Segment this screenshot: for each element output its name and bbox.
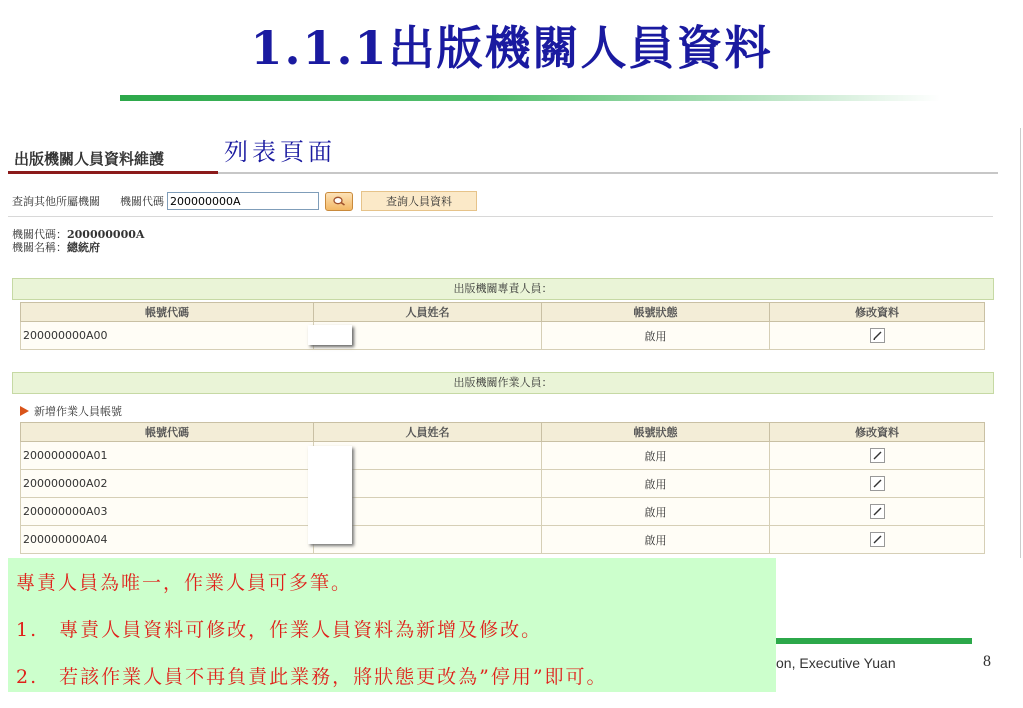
edit-cell [770, 526, 985, 554]
slide-title: 1.1.1出版機關人員資料 [250, 21, 773, 75]
status-cell: 啟用 [542, 470, 770, 498]
operator-staff-table [20, 422, 985, 554]
add-operator-label: 新增作業人員帳號 [34, 405, 122, 418]
column-header: 帳號狀態 [542, 423, 770, 442]
status-cell: 啟用 [542, 498, 770, 526]
slide-subtitle: 列表頁面 [224, 138, 336, 166]
info-code-label: 機關代碼： [12, 228, 67, 241]
table-row [21, 526, 985, 554]
table-row [21, 498, 985, 526]
status-cell: 啟用 [542, 526, 770, 554]
page-number: 8 [983, 653, 991, 670]
edit-cell [770, 442, 985, 470]
note-box [8, 558, 776, 692]
account-cell: 200000000A04 [21, 526, 314, 554]
column-header: 帳號代碼 [21, 423, 314, 442]
section-operator-title: 出版機關作業人員： [12, 372, 994, 394]
column-header: 人員姓名 [314, 303, 542, 322]
query-divider [8, 216, 993, 217]
account-cell: 200000000A01 [21, 442, 314, 470]
title-underline [120, 95, 940, 101]
account-cell: 200000000A00 [21, 322, 314, 350]
table-row [21, 322, 985, 350]
agency-info [12, 228, 144, 254]
status-cell: 啟用 [542, 442, 770, 470]
search-button[interactable] [325, 192, 353, 211]
column-header: 修改資料 [770, 303, 985, 322]
edit-cell [770, 470, 985, 498]
table-header-row [21, 423, 985, 442]
search-icon [332, 196, 346, 206]
column-header: 修改資料 [770, 423, 985, 442]
edit-icon[interactable] [870, 448, 885, 463]
page-header: 出版機關人員資料維護 [14, 150, 165, 168]
account-cell: 200000000A03 [21, 498, 314, 526]
info-name-label: 機關名稱： [12, 241, 67, 254]
table-header-row [21, 303, 985, 322]
status-cell: 啟用 [542, 322, 770, 350]
edit-icon[interactable] [870, 328, 885, 343]
dedicated-staff-table [20, 302, 985, 350]
query-row [12, 191, 477, 211]
note-line: 2. 若該作業人員不再負責此業務，將狀態更改為”停用”即可。 [16, 666, 608, 688]
arrow-right-icon [20, 406, 29, 416]
edit-cell [770, 322, 985, 350]
redaction-box [308, 325, 352, 345]
table-row [21, 470, 985, 498]
header-accent [8, 171, 218, 174]
app-screenshot [8, 128, 1021, 558]
section-dedicated-title: 出版機關專責人員： [12, 278, 994, 300]
agency-code-label: 機關代碼 [120, 195, 164, 208]
footer-line [776, 638, 972, 644]
column-header: 帳號代碼 [21, 303, 314, 322]
edit-icon[interactable] [870, 476, 885, 491]
footer-text: on, Executive Yuan [776, 655, 896, 671]
note-line: 1. 專責人員資料可修改，作業人員資料為新增及修改。 [16, 619, 543, 641]
column-header: 人員姓名 [314, 423, 542, 442]
column-header: 帳號狀態 [542, 303, 770, 322]
edit-icon[interactable] [870, 504, 885, 519]
query-staff-button[interactable]: 查詢人員資料 [361, 191, 477, 211]
info-name-value: 總統府 [67, 241, 100, 254]
add-operator-link[interactable] [20, 403, 122, 419]
redaction-box [308, 446, 352, 544]
account-cell: 200000000A02 [21, 470, 314, 498]
edit-icon[interactable] [870, 532, 885, 547]
query-label: 查詢其他所屬機關 [12, 195, 100, 208]
table-row [21, 442, 985, 470]
edit-cell [770, 498, 985, 526]
info-code-value: 200000000A [67, 228, 145, 241]
agency-code-input[interactable] [167, 192, 319, 210]
note-line: 專責人員為唯一，作業人員可多筆。 [16, 572, 353, 594]
